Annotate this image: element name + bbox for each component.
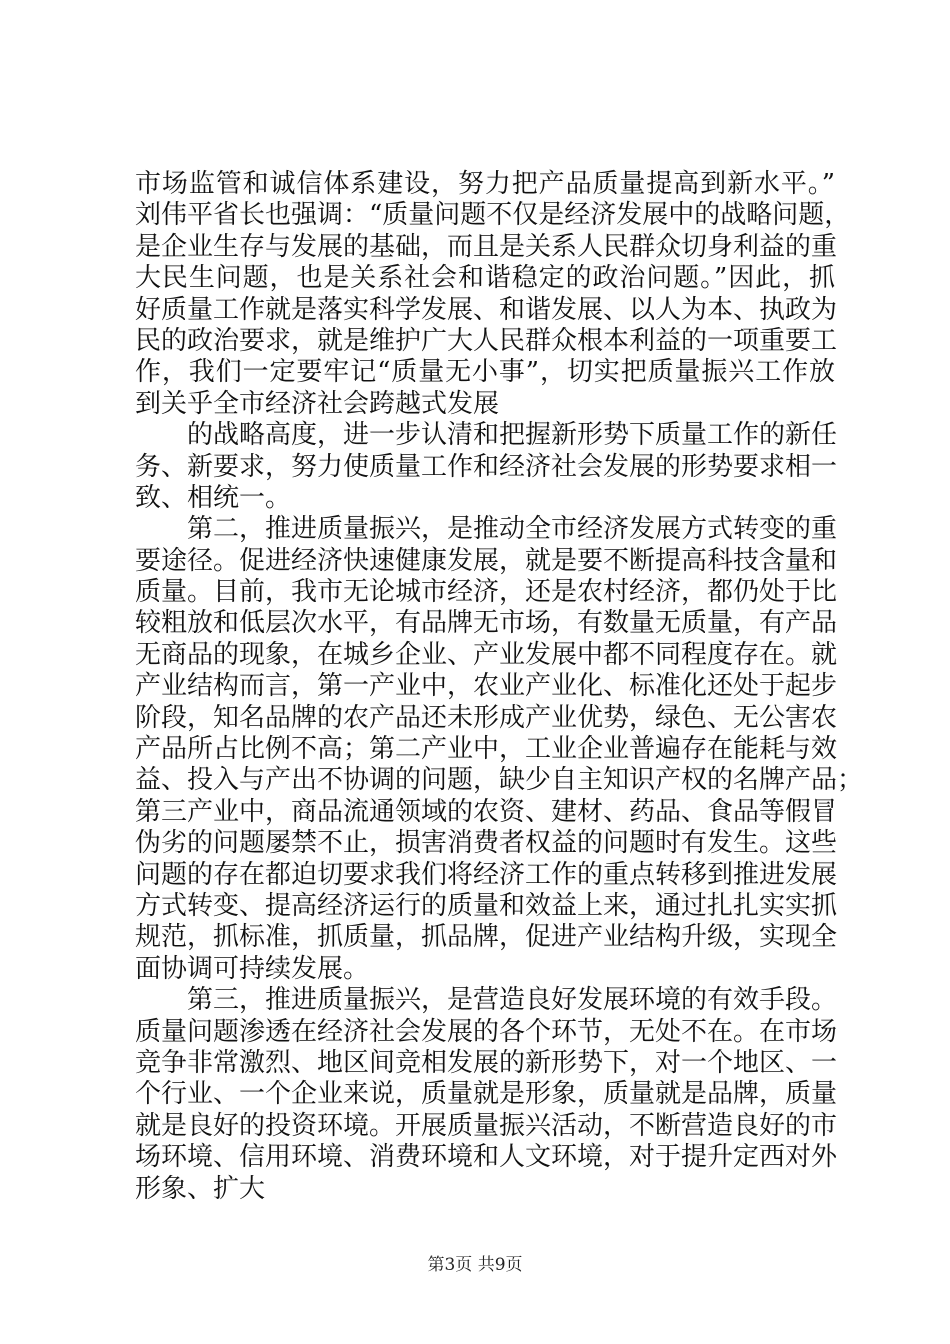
text-line: 务、新要求，努力使质量工作和经济社会发展的形势要求相一 <box>135 451 838 482</box>
text-line: 刘伟平省长也强调：“质量问题不仅是经济发展中的战略问题， <box>135 200 851 231</box>
text-line: 民的政治要求，就是维护广大人民群众根本利益的一项重要工 <box>135 325 838 356</box>
text-line: 场环境、信用环境、消费环境和人文环境，对于提升定西对外 <box>135 1142 838 1173</box>
text-line: 较粗放和低层次水平，有品牌无市场，有数量无质量，有产品 <box>135 608 838 639</box>
text-line: 问题的存在都迫切要求我们将经济工作的重点转移到推进发展 <box>135 859 838 890</box>
text-line: 第三产业中，商品流通领域的农资、建材、药品、食品等假冒 <box>135 796 838 827</box>
text-line: 产业结构而言，第一产业中，农业产业化、标准化还处于起步 <box>135 671 838 702</box>
text-line: 市场监管和诚信体系建设，努力把产品质量提高到新水平。” <box>135 169 835 199</box>
text-line: 阶段，知名品牌的农产品还未形成产业优势，绿色、无公害农 <box>135 702 838 733</box>
text-line: 竞争非常激烈、地区间竞相发展的新形势下，对一个地区、一 <box>135 1047 838 1078</box>
page-number: 第3页 共9页 <box>427 1255 523 1275</box>
text-line: 规范，抓标准，抓质量，抓品牌，促进产业结构升级，实现全 <box>135 922 838 953</box>
text-line: 作，我们一定要牢记“质量无小事”，切实把质量振兴工作放 <box>135 357 835 388</box>
text-line: 伪劣的问题屡禁不止，损害消费者权益的问题时有发生。这些 <box>135 828 838 859</box>
text-line: 质量问题渗透在经济社会发展的各个环节，无处不在。在市场 <box>135 1016 838 1047</box>
text-line: 质量。目前，我市无论城市经济，还是农村经济，都仍处于比 <box>135 577 838 608</box>
text-line: 个行业、一个企业来说，质量就是形象，质量就是品牌，质量 <box>135 1079 838 1110</box>
text-line: 产品所占比例不高；第二产业中，工业企业普遍存在能耗与效 <box>135 734 838 765</box>
text-line: 方式转变、提高经济运行的质量和效益上来，通过扎扎实实抓 <box>135 890 838 921</box>
text-line: 是企业生存与发展的基础，而且是关系人民群众切身利益的重 <box>135 231 838 262</box>
text-line: 形象、扩大 <box>135 1173 266 1204</box>
text-line: 致、相统一。 <box>135 482 292 513</box>
text-line: 大民生问题，也是关系社会和谐稳定的政治问题。”因此，抓 <box>135 263 835 294</box>
text-line: 的战略高度，进一步认清和把握新形势下质量工作的新任 <box>187 420 838 451</box>
text-line: 无商品的现象，在城乡企业、产业发展中都不同程度存在。就 <box>135 639 838 670</box>
text-line: 面协调可持续发展。 <box>135 953 370 984</box>
text-line: 好质量工作就是落实科学发展、和谐发展、以人为本、执政为 <box>135 294 838 325</box>
text-line: 益、投入与产出不协调的问题，缺少自主知识产权的名牌产品； <box>135 765 864 796</box>
text-line: 就是良好的投资环境。开展质量振兴活动，不断营造良好的市 <box>135 1110 838 1141</box>
text-line: 第三，推进质量振兴，是营造良好发展环境的有效手段。 <box>187 985 838 1016</box>
text-line: 到关乎全市经济社会跨越式发展 <box>135 388 500 419</box>
text-line: 要途径。促进经济快速健康发展，就是要不断提高科技含量和 <box>135 545 838 576</box>
document-body <box>135 169 864 1205</box>
text-line: 第二，推进质量振兴，是推动全市经济发展方式转变的重 <box>187 514 838 545</box>
